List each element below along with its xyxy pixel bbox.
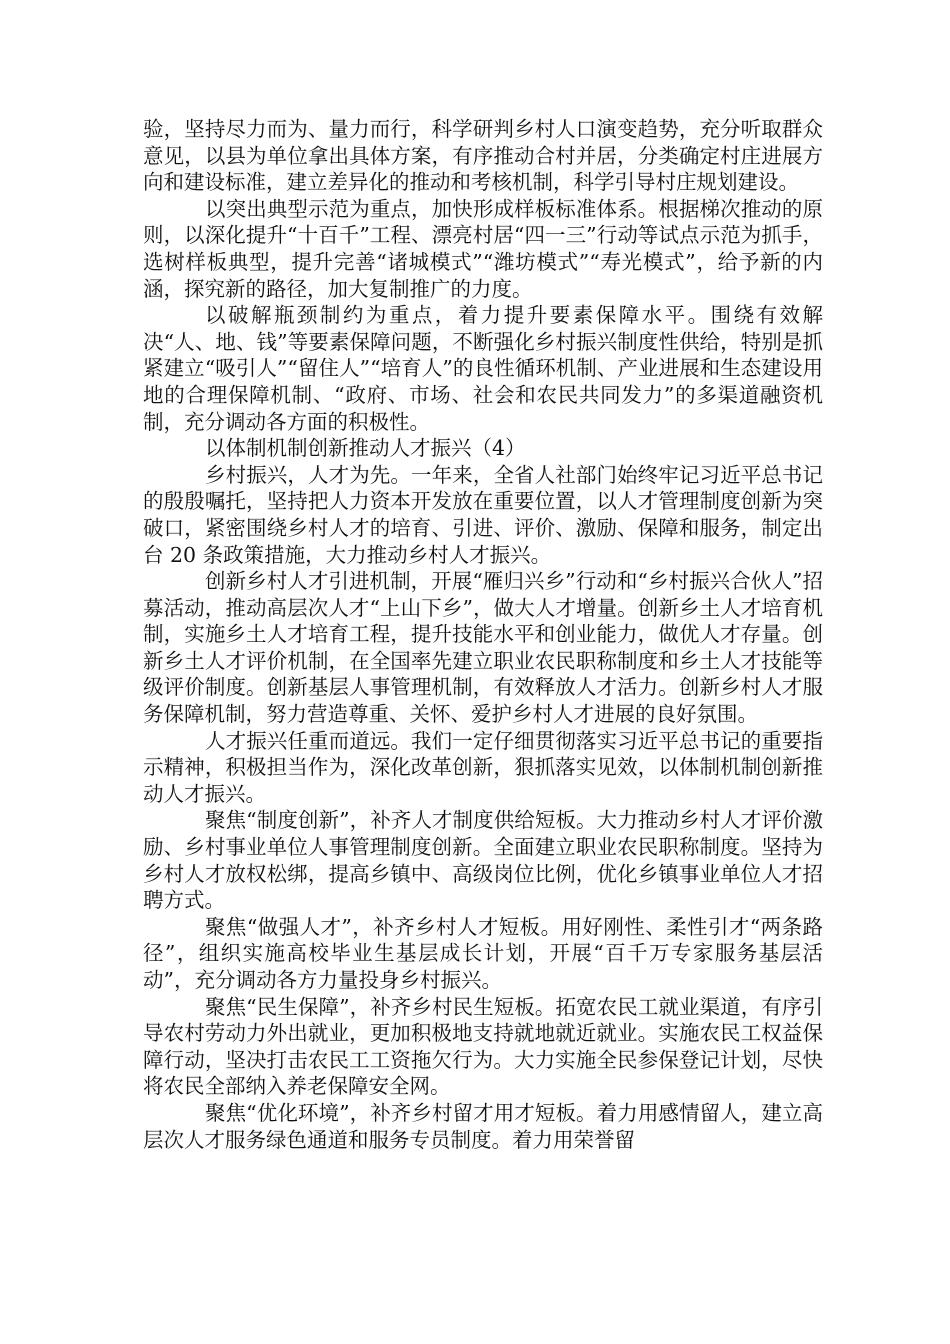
paragraph: 人才振兴任重而道远。我们一定仔细贯彻落实习近平总书记的重要指示精神，积极担当作为，深化改革创新，狠抓落实见效，以体制机制创新推动人才振兴。: [143, 728, 823, 806]
paragraph-continuation: 验，坚持尽力而为、量力而行，科学研判乡村人口演变趋势，充分听取群众意见，以县为单位拿出具体方案，有序推动合村并居，分类确定村庄进展方向和建设标准，建立差异化的推动和考核机制，科学引导村庄规划建设。: [143, 117, 823, 195]
paragraph: 以破解瓶颈制约为重点，着力提升要素保障水平。围绕有效解决“人、地、钱”等要素保障问题，不断强化乡村振兴制度性供给，特别是抓紧建立“吸引人”“留住人”“培育人”的良性循环机制、产业进展和生态建设用地的合理保障机制、“政府、市场、社会和农民共同发力”的多渠道融资机制，充分调动各方面的积极性。: [143, 303, 823, 434]
paragraph: 聚焦“民生保障”，补齐乡村民生短板。拓宽农民工就业渠道，有序引导农村劳动力外出就业，更加积极地支持就地就近就业。实施农民工权益保障行动，坚决打击农民工工资拖欠行为。大力实施全民参保登记计划，尽快将农民全部纳入养老保障安全网。: [143, 994, 823, 1099]
paragraph: 乡村振兴，人才为先。一年来，全省人社部门始终牢记习近平总书记的殷殷嘱托，坚持把人力资本开发放在重要位置，以人才管理制度创新为突破口，紧密围绕乡村人才的培育、引进、评价、激励、保障和服务，制定出台 20 条政策措施，大力推动乡村人才振兴。: [143, 462, 823, 567]
paragraph: 聚焦“做强人才”，补齐乡村人才短板。用好刚性、柔性引才“两条路径”，组织实施高校毕业生基层成长计划，开展“百千万专家服务基层活动”，充分调动各方力量投身乡村振兴。: [143, 914, 823, 992]
paragraph: 创新乡村人才引进机制，开展“雁归兴乡”行动和“乡村振兴合伙人”招募活动，推动高层次人才“上山下乡”，做大人才增量。创新乡土人才培育机制，实施乡土人才培育工程，提升技能水平和创业能力，做优人才存量。创新乡土人才评价机制，在全国率先建立职业农民职称制度和乡土人才技能等级评价制度。创新基层人事管理机制，有效释放人才活力。创新乡村人才服务保障机制，努力营造尊重、关怀、爱护乡村人才进展的良好氛围。: [143, 569, 823, 727]
paragraph: 聚焦“优化环境”，补齐乡村留才用才短板。着力用感情留人，建立高层次人才服务绿色通道和服务专员制度。着力用荣誉留: [143, 1100, 823, 1152]
paragraph: 聚焦“制度创新”，补齐人才制度供给短板。大力推动乡村人才评价激励、乡村事业单位人事管理制度创新。全面建立职业农民职称制度。坚持为乡村人才放权松绑，提高乡镇中、高级岗位比例，优化乡镇事业单位人才招聘方式。: [143, 808, 823, 913]
section-heading: 以体制机制创新推动人才振兴（4）: [205, 436, 526, 461]
paragraph: 以突出典型示范为重点，加快形成样板标准体系。根据梯次推动的原则，以深化提升“十百千”工程、漂亮村居“四一三”行动等试点示范为抓手，选树样板典型，提升完善“诸城模式”“潍坊模式”“寿光模式”，给予新的内涵，探究新的路径，加大复制推广的力度。: [143, 196, 823, 301]
document-body: [143, 116, 823, 1153]
